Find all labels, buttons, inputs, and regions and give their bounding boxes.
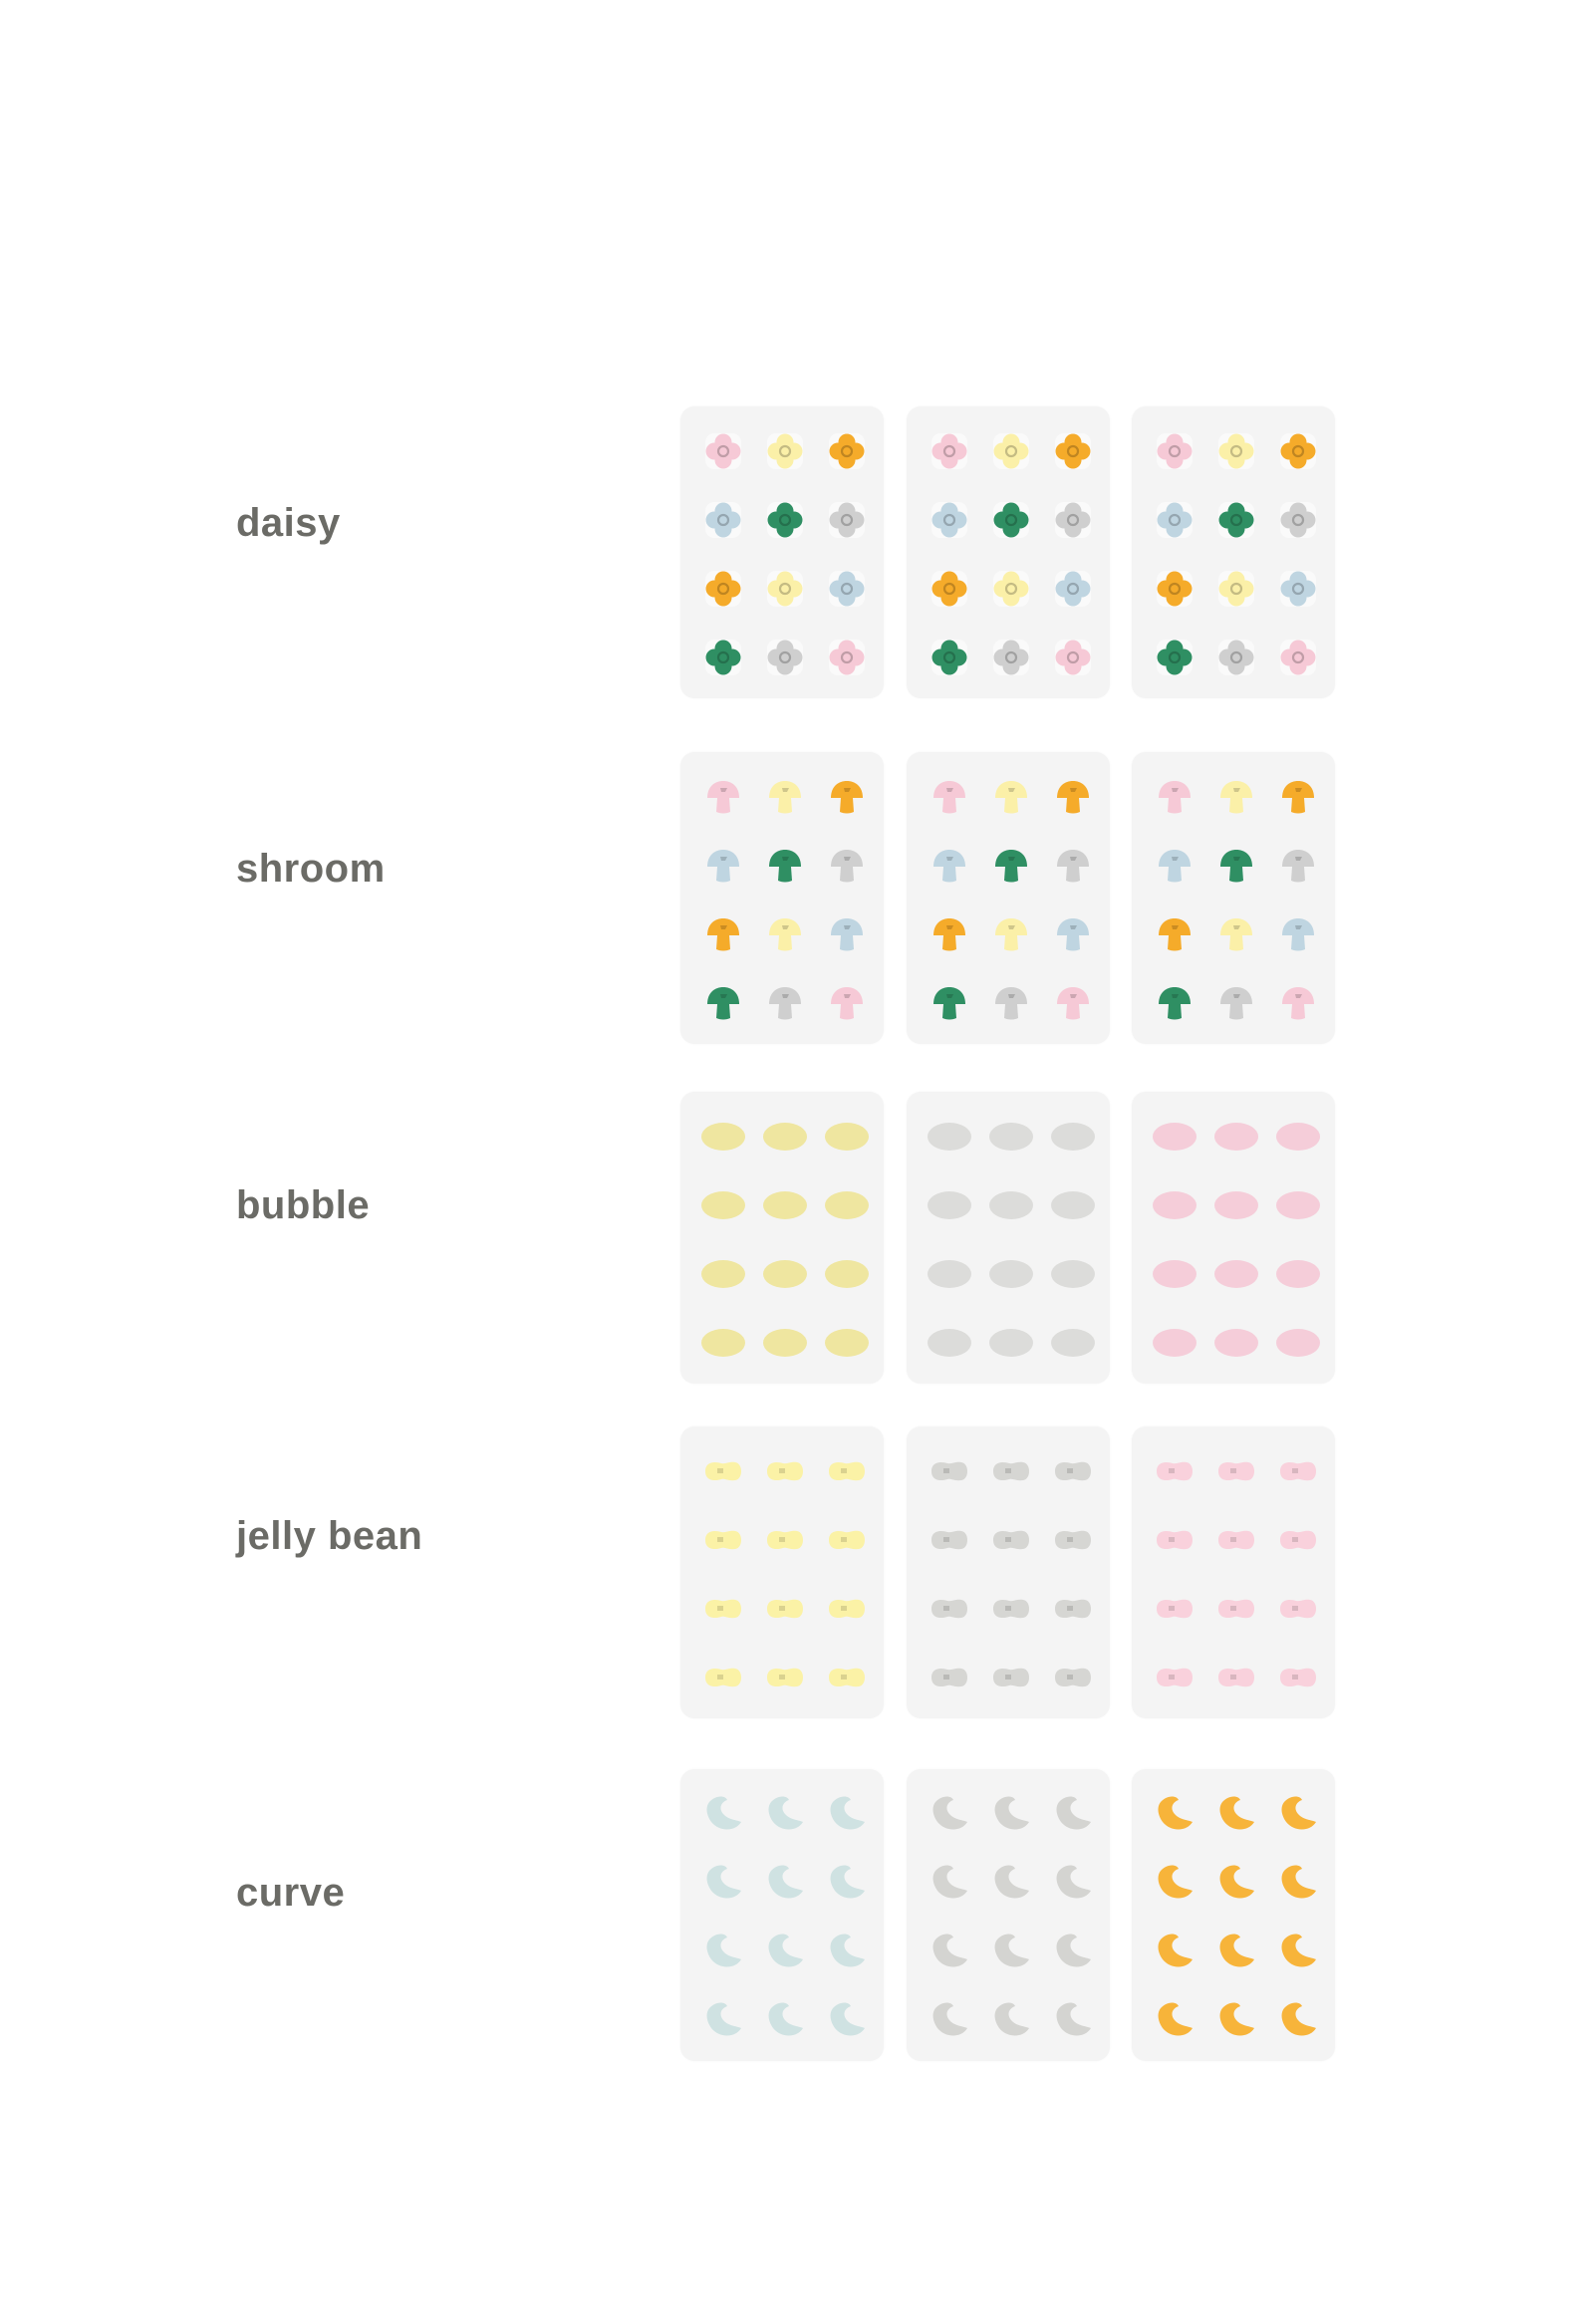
daisy-icon: [1155, 638, 1195, 682]
daisy-icon: [765, 431, 805, 476]
mushroom-icon: [1278, 914, 1318, 959]
mushroom-icon: [930, 777, 969, 822]
row-label-shroom: shroom: [236, 847, 386, 891]
mushroom-icon: [827, 914, 867, 959]
daisy-icon: [703, 500, 743, 545]
curve-icon: [763, 1930, 807, 1978]
bubble-icon: [1151, 1189, 1198, 1226]
daisy-icon: [765, 500, 805, 545]
curve-icon: [1153, 1930, 1196, 1978]
jelly-bean-icon: [989, 1664, 1033, 1696]
row-label-curve: curve: [236, 1871, 346, 1915]
jelly-bean-icon: [763, 1664, 807, 1696]
curve-icon: [1153, 1861, 1196, 1910]
bubble-icon: [699, 1327, 747, 1364]
curve-icon: [1214, 1930, 1258, 1978]
curve-icon: [1153, 1998, 1196, 2047]
daisy-icon: [765, 638, 805, 682]
jelly-bean-icon: [1214, 1457, 1258, 1490]
sticker-sheet: [907, 1426, 1110, 1718]
sticker-sheet: [680, 1426, 884, 1718]
mushroom-icon: [1278, 983, 1318, 1028]
bubble-icon: [761, 1189, 809, 1226]
mushroom-icon: [703, 777, 743, 822]
bubble-icon: [926, 1121, 973, 1158]
curve-icon: [825, 1792, 869, 1841]
daisy-icon: [991, 569, 1031, 614]
mushroom-icon: [1053, 983, 1093, 1028]
curve-icon: [701, 1998, 745, 2047]
bubble-icon: [1212, 1327, 1260, 1364]
jelly-bean-icon: [701, 1664, 745, 1696]
sticker-sheet: [1132, 752, 1335, 1044]
jelly-bean-icon: [701, 1526, 745, 1559]
bubble-icon: [987, 1258, 1035, 1295]
curve-icon: [1051, 1930, 1095, 1978]
daisy-icon: [1155, 431, 1195, 476]
bubble-icon: [1274, 1121, 1322, 1158]
mushroom-icon: [765, 846, 805, 891]
daisy-icon: [1155, 569, 1195, 614]
bubble-icon: [1151, 1121, 1198, 1158]
daisy-icon: [1216, 638, 1256, 682]
bubble-icon: [699, 1121, 747, 1158]
jelly-bean-icon: [1276, 1664, 1320, 1696]
sticker-sheet: [1132, 1426, 1335, 1718]
mushroom-icon: [1053, 846, 1093, 891]
mushroom-icon: [1216, 983, 1256, 1028]
daisy-icon: [930, 431, 969, 476]
curve-icon: [989, 1998, 1033, 2047]
mushroom-icon: [827, 983, 867, 1028]
curve-icon: [1214, 1998, 1258, 2047]
curve-icon: [928, 1998, 971, 2047]
jelly-bean-icon: [1153, 1595, 1196, 1628]
curve-icon: [1214, 1792, 1258, 1841]
mushroom-icon: [703, 983, 743, 1028]
daisy-icon: [827, 500, 867, 545]
bubble-icon: [1274, 1189, 1322, 1226]
curve-icon: [1276, 1998, 1320, 2047]
sticker-sheet: [1132, 1769, 1335, 2061]
daisy-icon: [991, 431, 1031, 476]
curve-icon: [701, 1930, 745, 1978]
bubble-icon: [823, 1258, 871, 1295]
daisy-icon: [1053, 431, 1093, 476]
mushroom-icon: [765, 777, 805, 822]
jelly-bean-icon: [928, 1595, 971, 1628]
daisy-icon: [827, 638, 867, 682]
mushroom-icon: [703, 846, 743, 891]
row-label-jelly-bean: jelly bean: [236, 1514, 423, 1558]
mushroom-icon: [703, 914, 743, 959]
daisy-icon: [1216, 569, 1256, 614]
bubble-icon: [926, 1327, 973, 1364]
mushroom-icon: [930, 983, 969, 1028]
mushroom-icon: [1155, 777, 1195, 822]
jelly-bean-icon: [1276, 1595, 1320, 1628]
bubble-icon: [1151, 1327, 1198, 1364]
daisy-icon: [827, 569, 867, 614]
sticker-sheet: [680, 406, 884, 698]
daisy-icon: [703, 638, 743, 682]
sticker-sheet: [907, 1092, 1110, 1384]
sticker-sheet: [680, 1769, 884, 2061]
daisy-icon: [703, 431, 743, 476]
jelly-bean-icon: [1214, 1595, 1258, 1628]
curve-icon: [825, 1930, 869, 1978]
jelly-bean-icon: [825, 1526, 869, 1559]
mushroom-icon: [991, 777, 1031, 822]
sticker-sheet: [680, 1092, 884, 1384]
curve-icon: [928, 1861, 971, 1910]
jelly-bean-icon: [1051, 1526, 1095, 1559]
daisy-icon: [1053, 569, 1093, 614]
row-label-daisy: daisy: [236, 501, 341, 545]
bubble-icon: [1049, 1258, 1097, 1295]
jelly-bean-icon: [825, 1664, 869, 1696]
curve-icon: [763, 1792, 807, 1841]
daisy-icon: [703, 569, 743, 614]
jelly-bean-icon: [928, 1457, 971, 1490]
daisy-icon: [1155, 500, 1195, 545]
jelly-bean-icon: [1153, 1457, 1196, 1490]
jelly-bean-icon: [1051, 1595, 1095, 1628]
bubble-icon: [987, 1121, 1035, 1158]
mushroom-icon: [1278, 777, 1318, 822]
mushroom-icon: [1155, 914, 1195, 959]
mushroom-icon: [765, 983, 805, 1028]
jelly-bean-icon: [825, 1457, 869, 1490]
jelly-bean-icon: [763, 1595, 807, 1628]
mushroom-icon: [1053, 777, 1093, 822]
jelly-bean-icon: [1153, 1526, 1196, 1559]
mushroom-icon: [1278, 846, 1318, 891]
mushroom-icon: [1216, 914, 1256, 959]
bubble-icon: [1212, 1121, 1260, 1158]
jelly-bean-icon: [989, 1526, 1033, 1559]
curve-icon: [763, 1998, 807, 2047]
bubble-icon: [1274, 1327, 1322, 1364]
bubble-icon: [699, 1189, 747, 1226]
daisy-icon: [1278, 431, 1318, 476]
bubble-icon: [699, 1258, 747, 1295]
daisy-icon: [1216, 500, 1256, 545]
sticker-sheet: [1132, 1092, 1335, 1384]
mushroom-icon: [1155, 846, 1195, 891]
bubble-icon: [761, 1258, 809, 1295]
daisy-icon: [1278, 500, 1318, 545]
bubble-icon: [1274, 1258, 1322, 1295]
daisy-icon: [1053, 500, 1093, 545]
bubble-icon: [926, 1189, 973, 1226]
mushroom-icon: [1216, 846, 1256, 891]
curve-icon: [989, 1792, 1033, 1841]
row-label-bubble: bubble: [236, 1183, 371, 1227]
jelly-bean-icon: [989, 1595, 1033, 1628]
curve-icon: [928, 1792, 971, 1841]
bubble-icon: [1212, 1189, 1260, 1226]
mushroom-icon: [930, 914, 969, 959]
jelly-bean-icon: [928, 1664, 971, 1696]
curve-icon: [1276, 1861, 1320, 1910]
jelly-bean-icon: [928, 1526, 971, 1559]
curve-icon: [763, 1861, 807, 1910]
curve-icon: [701, 1792, 745, 1841]
bubble-icon: [987, 1327, 1035, 1364]
curve-icon: [1051, 1998, 1095, 2047]
daisy-icon: [991, 638, 1031, 682]
curve-icon: [1051, 1792, 1095, 1841]
curve-icon: [1153, 1792, 1196, 1841]
jelly-bean-icon: [1276, 1457, 1320, 1490]
curve-icon: [825, 1861, 869, 1910]
mushroom-icon: [991, 846, 1031, 891]
jelly-bean-icon: [1051, 1457, 1095, 1490]
mushroom-icon: [1216, 777, 1256, 822]
daisy-icon: [930, 500, 969, 545]
jelly-bean-icon: [701, 1595, 745, 1628]
bubble-icon: [761, 1121, 809, 1158]
bubble-icon: [761, 1327, 809, 1364]
mushroom-icon: [827, 777, 867, 822]
daisy-icon: [1278, 638, 1318, 682]
bubble-icon: [1151, 1258, 1198, 1295]
bubble-icon: [1212, 1258, 1260, 1295]
curve-icon: [1276, 1792, 1320, 1841]
daisy-icon: [1216, 431, 1256, 476]
bubble-icon: [987, 1189, 1035, 1226]
sticker-sheet: [1132, 406, 1335, 698]
curve-icon: [989, 1930, 1033, 1978]
mushroom-icon: [1053, 914, 1093, 959]
curve-icon: [1214, 1861, 1258, 1910]
curve-icon: [928, 1930, 971, 1978]
mushroom-icon: [765, 914, 805, 959]
curve-icon: [1276, 1930, 1320, 1978]
jelly-bean-icon: [1051, 1664, 1095, 1696]
mushroom-icon: [991, 914, 1031, 959]
sticker-sheet: [907, 752, 1110, 1044]
jelly-bean-icon: [763, 1457, 807, 1490]
mushroom-icon: [930, 846, 969, 891]
bubble-icon: [823, 1189, 871, 1226]
daisy-icon: [765, 569, 805, 614]
daisy-icon: [930, 638, 969, 682]
curve-icon: [701, 1861, 745, 1910]
bubble-icon: [926, 1258, 973, 1295]
jelly-bean-icon: [825, 1595, 869, 1628]
curve-icon: [825, 1998, 869, 2047]
mushroom-icon: [991, 983, 1031, 1028]
jelly-bean-icon: [1214, 1526, 1258, 1559]
curve-icon: [1051, 1861, 1095, 1910]
daisy-icon: [1278, 569, 1318, 614]
jelly-bean-icon: [1214, 1664, 1258, 1696]
curve-icon: [989, 1861, 1033, 1910]
jelly-bean-icon: [1153, 1664, 1196, 1696]
daisy-icon: [1053, 638, 1093, 682]
daisy-icon: [827, 431, 867, 476]
bubble-icon: [1049, 1121, 1097, 1158]
mushroom-icon: [1155, 983, 1195, 1028]
sticker-sheet: [907, 1769, 1110, 2061]
bubble-icon: [1049, 1189, 1097, 1226]
bubble-icon: [823, 1327, 871, 1364]
sticker-sheet: [680, 752, 884, 1044]
daisy-icon: [930, 569, 969, 614]
bubble-icon: [823, 1121, 871, 1158]
sticker-sheet: [907, 406, 1110, 698]
bubble-icon: [1049, 1327, 1097, 1364]
daisy-icon: [991, 500, 1031, 545]
jelly-bean-icon: [763, 1526, 807, 1559]
jelly-bean-icon: [701, 1457, 745, 1490]
jelly-bean-icon: [989, 1457, 1033, 1490]
mushroom-icon: [827, 846, 867, 891]
jelly-bean-icon: [1276, 1526, 1320, 1559]
